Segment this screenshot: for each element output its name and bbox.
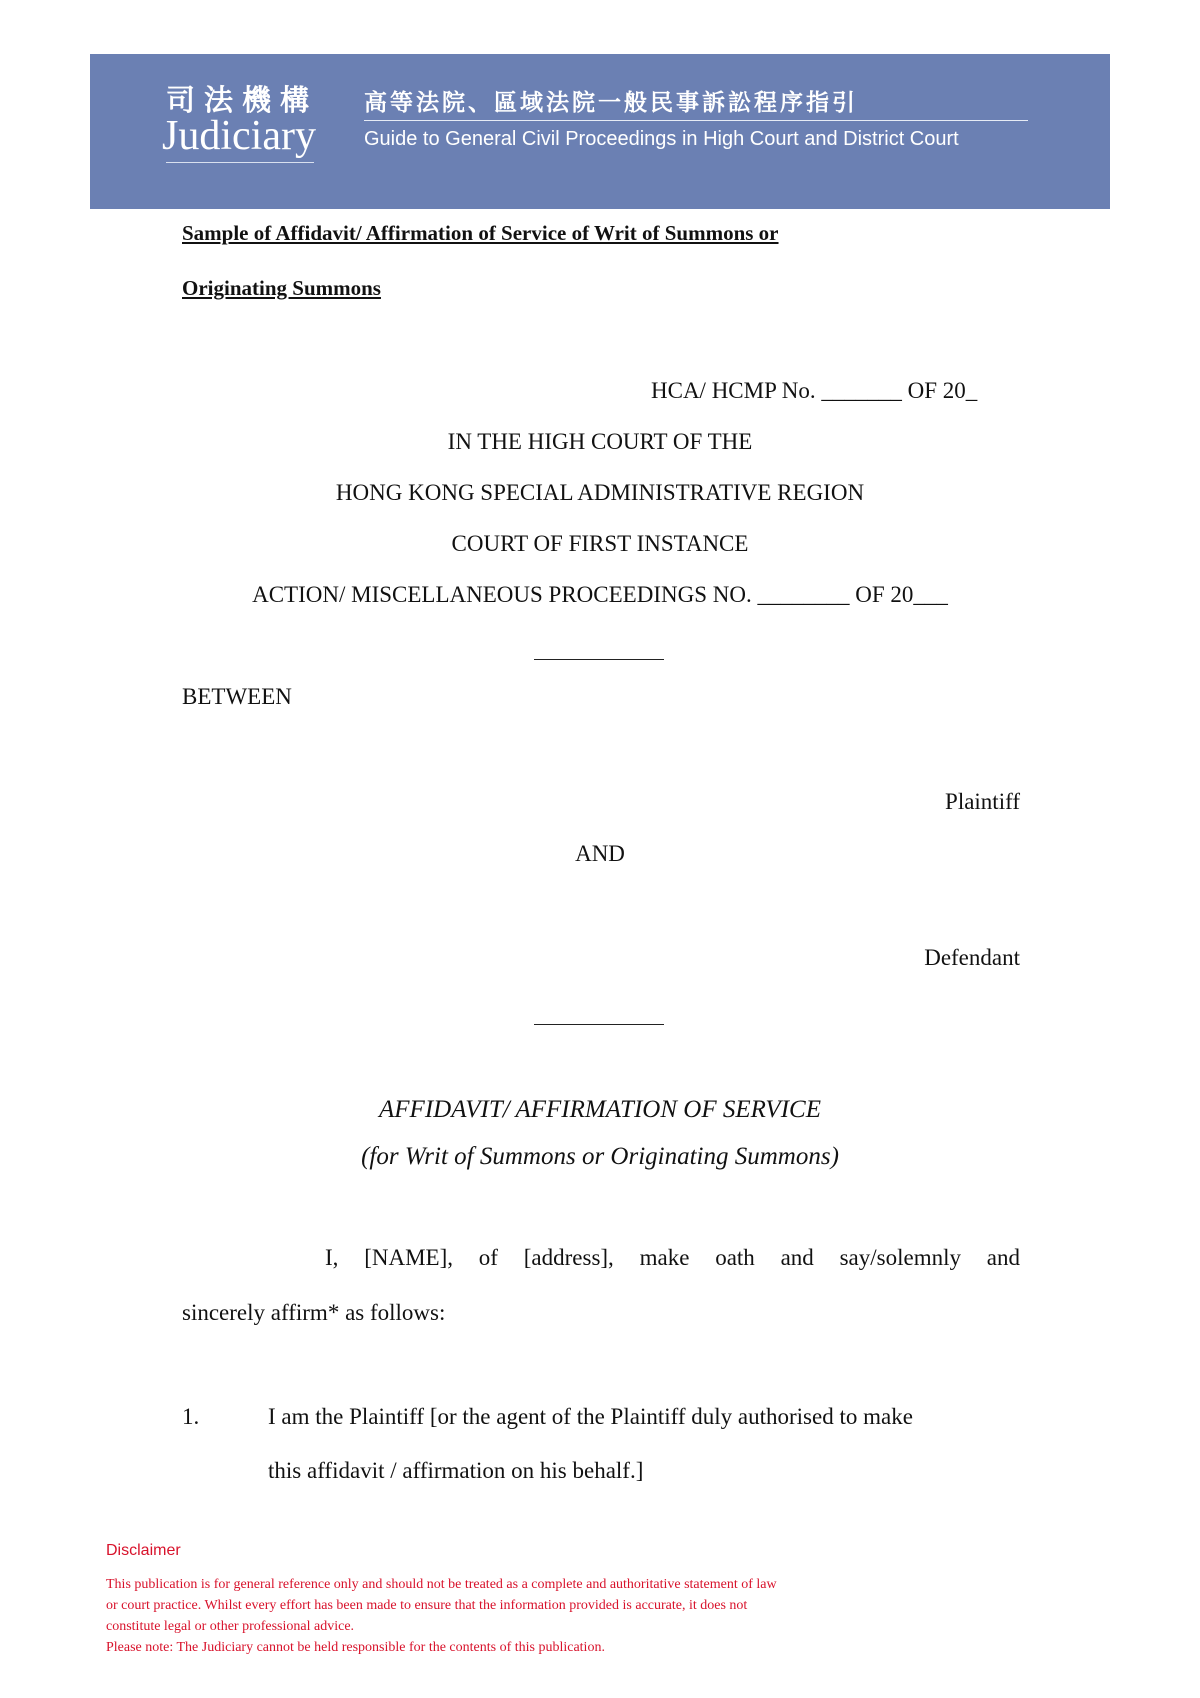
court-line-3: COURT OF FIRST INSTANCE	[451, 531, 749, 556]
disclaimer-line-3: constitute legal or other professional advice.	[106, 1619, 355, 1634]
disclaimer-line-2: or court practice. Whilst every effort has been made to ensure that the information provided is accurate, it does not	[106, 1598, 748, 1613]
case-number: HCA/ HCMP No. _______ OF 20_	[651, 378, 978, 403]
court-line-2: HONG KONG SPECIAL ADMINISTRATIVE REGION	[335, 480, 865, 505]
document-title-line2: Originating Summons	[182, 276, 381, 300]
guide-title-chinese: 高等法院、區域法院一般民事訴訟程序指引	[364, 90, 858, 116]
separator-line-top	[534, 659, 664, 660]
guide-title-divider	[364, 120, 1028, 121]
logo-underline	[166, 162, 314, 163]
document-title-line1: Sample of Affidavit/ Affirmation of Service of Writ of Summons or	[182, 221, 779, 245]
paragraph-1-number: 1.	[182, 1404, 200, 1429]
disclaimer-line-4: Please note: The Judiciary cannot be held responsible for the contents of this publication.	[106, 1640, 605, 1655]
and-label: AND	[575, 841, 625, 866]
defendant-label: Defendant	[924, 945, 1020, 970]
judiciary-logo-english: Judiciary	[162, 113, 316, 159]
affidavit-subheading: (for Writ of Summons or Originating Summons)	[361, 1143, 839, 1170]
judiciary-logo-chinese: 司法機構	[166, 83, 319, 117]
affidavit-heading: AFFIDAVIT/ AFFIRMATION OF SERVICE	[379, 1096, 821, 1123]
disclaimer-heading: Disclaimer	[106, 1542, 181, 1559]
disclaimer-line-1: This publication is for general reference only and should not be treated as a complete and authoritative statement of law	[106, 1577, 777, 1592]
separator-line-bottom	[534, 1024, 664, 1025]
disclaimer-text	[106, 1574, 936, 1658]
header-banner	[90, 54, 1110, 209]
guide-title-english: Guide to General Civil Proceedings in High Court and District Court	[364, 128, 959, 150]
intro-line-2: sincerely affirm* as follows:	[182, 1300, 446, 1325]
paragraph-1-line1: I am the Plaintiff [or the agent of the Plaintiff duly authorised to make	[268, 1404, 913, 1429]
between-label: BETWEEN	[182, 684, 292, 709]
court-line-1: IN THE HIGH COURT OF THE	[447, 429, 753, 454]
proceedings-number: ACTION/ MISCELLANEOUS PROCEEDINGS NO. ________ OF 20___	[252, 582, 948, 607]
plaintiff-label: Plaintiff	[945, 789, 1020, 814]
intro-line-1: I, [NAME], of [address], make oath and say/solemnly and	[325, 1245, 1020, 1270]
paragraph-1-line2: this affidavit / affirmation on his behalf.]	[268, 1458, 644, 1483]
